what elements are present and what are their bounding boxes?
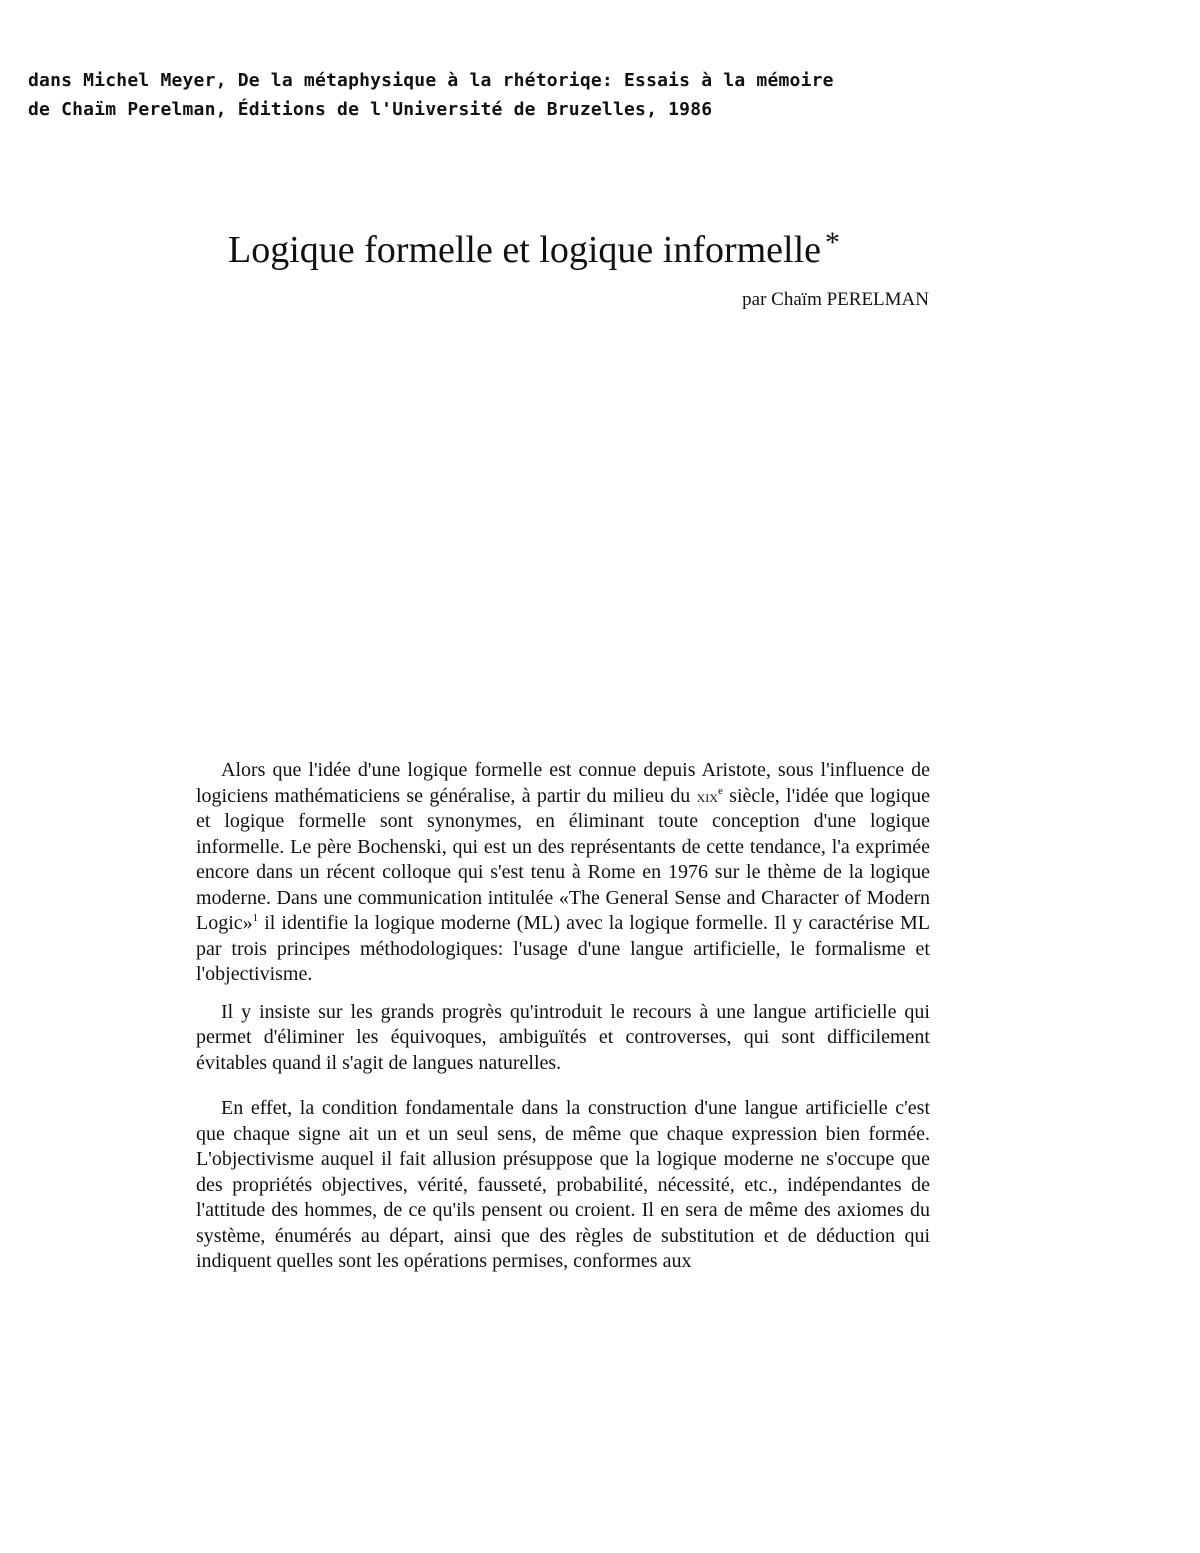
paragraph-1 — [196, 758, 930, 988]
title-footnote-mark: * — [825, 226, 841, 259]
paragraph-3: En effet, la condition fondamentale dans la construction d'une langue artificielle c'est que chaque signe ait un et un seul sens, de même que chaque expression bien formée. L'objectivisme auquel il fait allusion présuppose que la logique moderne ne s'occupe que des propriétés objectives, vérité, fausseté, probabilité, nécessité, etc., indépendantes de l'attitude des hommes, de ce qu'ils pensent ou croient. Il en sera de même des axiomes du système, énumérés au départ, ainsi que des règles de substitution et de déduction qui indiquent quelles sont les opérations permises, conformes aux — [196, 1097, 930, 1272]
article-title — [228, 218, 840, 275]
footnote-reference-1: 1 — [252, 912, 259, 924]
article-title-text: Logique formelle et logique informelle — [228, 229, 822, 271]
paragraph-1-part-1: Alors que l'idée d'une logique formelle est connue depuis Aristote, sous l'influence de logiciens mathématiciens se généralise, à partir du milieu du — [196, 759, 930, 807]
source-citation — [28, 66, 1178, 124]
paragraph-1-part-3: il identifie la logique moderne (ML) avec la logique formelle. Il y caractérise ML par trois principes méthodologiques: l'usage d'une langue artificielle, le formalisme et l'objectivisme. — [196, 912, 930, 985]
source-citation-line-2: de Chaïm Perelman, Éditions de l'Université de Bruzelles, 1986 — [28, 99, 713, 120]
author-byline: par Chaïm PERELMAN — [742, 289, 929, 310]
paragraph-1-part-2: siècle, l'idée que logique et logique formelle sont synonymes, en éliminant toute conception d'une logique informelle. Le père Bochenski, qui est un des représentants de cette tendance, l'a exprimée encore dans un récent colloque qui s'est tenu à Rome en 1976 sur le thème de la logique moderne. Dans une communication intitulée «The General Sense and Character of Modern Logic» — [196, 784, 930, 934]
paragraph-2: Il y insiste sur les grands progrès qu'introduit le recours à une langue artificielle qui permet d'éliminer les équivoques, ambiguïtés et controverses, qui sont difficilement évitables quand il s'agit de langues naturelles. — [196, 1000, 930, 1074]
century-superscript: e — [717, 784, 723, 797]
article-body — [196, 758, 930, 1275]
century-numeral: xix — [696, 786, 718, 806]
source-citation-line-1: dans Michel Meyer, De la métaphysique à la rhétoriqe: Essais à la mémoire — [28, 70, 834, 91]
